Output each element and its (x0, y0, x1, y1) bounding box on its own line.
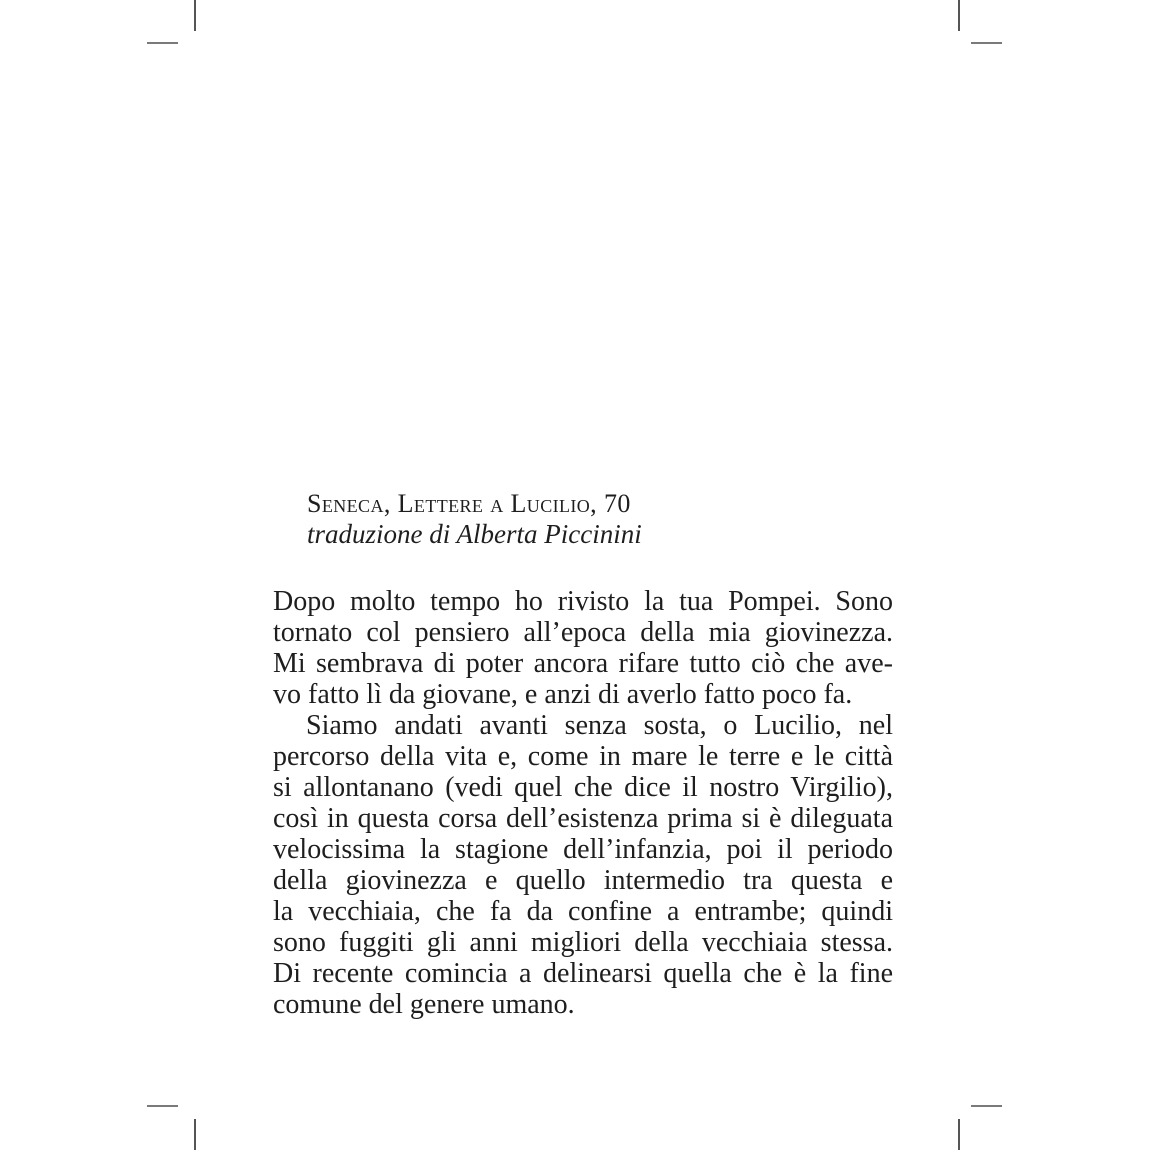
crop-mark-top-right-vertical (958, 0, 960, 31)
text-line: Siamo andati avanti senza sosta, o Lucilio, nel (306, 710, 893, 741)
text-line: comune del genere umano. (273, 989, 575, 1020)
text-line: velocissima la stagione dell’infanzia, poi il periodo (273, 834, 893, 865)
crop-mark-bottom-left-vertical (194, 1119, 196, 1150)
translator-credit: traduzione di Alberta Piccinini (307, 519, 642, 549)
text-line: Dopo molto tempo ho rivisto la tua Pompei. Sono (273, 586, 893, 617)
crop-mark-bottom-right-horizontal (971, 1105, 1002, 1107)
crop-mark-top-right-horizontal (971, 42, 1002, 44)
crop-mark-bottom-left-horizontal (147, 1105, 178, 1107)
crop-mark-top-left-vertical (194, 0, 196, 31)
text-line: della giovinezza e quello intermedio tra questa e (273, 865, 893, 896)
crop-mark-top-left-horizontal (147, 42, 178, 44)
text-line: così in questa corsa dell’esistenza prima si è dileguata (273, 803, 893, 834)
body-text (273, 586, 893, 1020)
text-line: percorso della vita e, come in mare le terre e le città (273, 741, 893, 772)
crop-mark-bottom-right-vertical (958, 1119, 960, 1150)
text-line: Mi sembrava di poter ancora rifare tutto ciò che ave- (273, 648, 893, 679)
text-line: la vecchiaia, che fa da confine a entrambe; quindi (273, 896, 893, 927)
chapter-title: Seneca, Lettere a Lucilio, 70 (307, 489, 631, 518)
text-line: tornato col pensiero all’epoca della mia giovinezza. (273, 617, 893, 648)
text-line: si allontanano (vedi quel che dice il nostro Virgilio), (273, 772, 893, 803)
text-line: Di recente comincia a delinearsi quella che è la fine (273, 958, 893, 989)
text-line: vo fatto lì da giovane, e anzi di averlo fatto poco fa. (273, 679, 853, 710)
text-line: sono fuggiti gli anni migliori della vecchiaia stessa. (273, 927, 893, 958)
